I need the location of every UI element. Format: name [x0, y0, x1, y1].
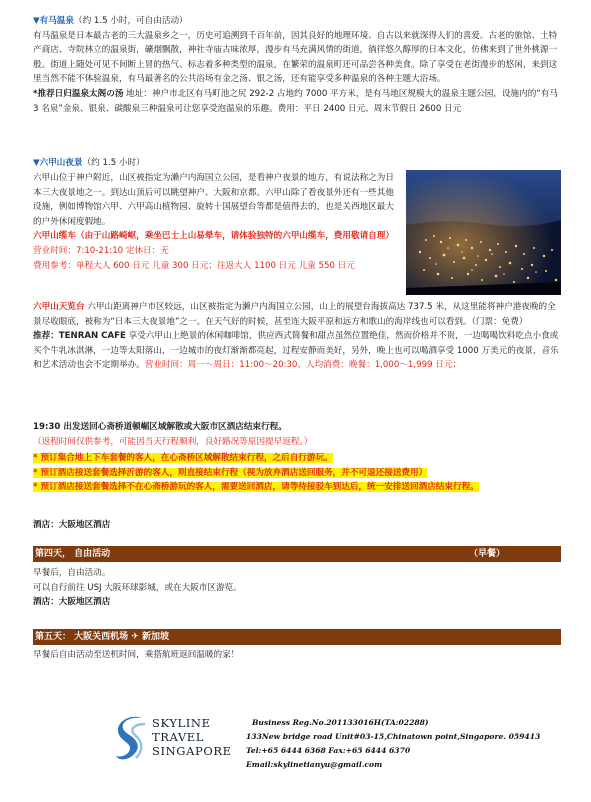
notice-item: * 预订酒店接送套餐选择不在心斋桥游玩的客人，需要送回酒店，请等待接驳车到达后，统一安排送回酒店结束行程。 — [33, 482, 479, 493]
company-email[interactable]: Email:skylinetianyu@gmail.com — [246, 760, 383, 769]
rokko-intro — [33, 171, 399, 273]
day4-header-bar — [33, 546, 561, 562]
rokko-observatory — [33, 300, 561, 373]
notice-item: * 预订集合地上下车套餐的客人，在心斋桥区域解散结束行程，之后自行游玩。 — [33, 453, 333, 463]
arima-recommendation: *推荐日归温泉太阁の汤 地址：神户市北区有马町池之尻 292-2 占地约 7000 平方米，是有马地区规模大的温泉主题公园，设施内的“有马 3 名泉”金泉、银泉、碳酸泉三种温泉可让您享受泡温泉的乐趣。费用：平日 2400 日元、周末节假日 2600 日元 — [33, 88, 558, 114]
arima-section — [33, 14, 561, 116]
kobe-night-view-photo — [406, 170, 561, 295]
notice-list — [33, 451, 561, 495]
rokko-cable-fees: 费用参考：单程大人 600 日元 儿童 300 日元；往返大人 1100 日元 儿童 550 日元 — [33, 260, 355, 271]
business-reg: Business Reg.No.201133016H(TA:02288) — [252, 718, 429, 727]
day5-title: 第五天： 大阪关西机场 ✈ 新加坡 — [35, 632, 169, 642]
day5-header-bar — [33, 629, 561, 645]
rokko-heading: ▼六甲山夜景（约 1.5 小时） — [33, 158, 145, 168]
arima-description: 有马温泉是日本最古老的三大温泉乡之一，历史可追溯到千百年前，因其良好的地理环境、自古以来就深得人们的喜爱。古老的旅馆、土特产商店、寺院林立的温泉街，礦烟飘散，神社寺庙古味浓厚，漫步有马充满风情的街道，徜徉悠久醇厚的日本文化，仿佛来到了世外桃源一般。街道上随处可见不间断上冒的热气、标志着多种类型的温泉，在繁荣的温泉町还可品尝各种美食。除了享受在老街漫步的悠闲，来到这里当然不能不体验温泉，有马最著名的公共浴场有金之汤、银之汤，还有能享受多种温泉的各种主题大浴场。 — [33, 30, 558, 85]
company-address: 133New bridge road Unit#03-15,Chinatown point,Singapore. 059413 — [246, 732, 541, 741]
observatory-info: 六甲山天览台 六甲山距离神户市区较远，山区被指定为濑户内海国立公园，山上的展望台海拔高达 737.5 米，从这里能将神户港夜晚的全景尽收眼底，被称为“日本三大夜景地”之一。在天气好的时候，甚至连大阪平原和远方和歌山的海岸线也可以看到。（门票：免费） — [33, 302, 556, 327]
rokko-cable-hours: 营业时间：7:10-21:10 定休日：无 — [33, 245, 169, 256]
day4-title: 第四天， 自由活动 — [35, 549, 111, 559]
notice-item: * 预订酒店接送套餐选择沂游的客人，则直接结束行程（视为放弃酒店送回服务，并不可退还接送费用） — [33, 467, 428, 478]
cafe-info: 推荐：TENRAN CAFE 享受六甲山上绝景的休闲咖啡馆，供应西式简餐和甜点虽然位置绝佳，然而价格并不贵，一边喝喝饮料吃点小食或买个牛乳冰淇淋，一边等太阳落山，一边城市的夜灯渐渐都亮起，过程安静而美好，另外，晚上也可以喝酒享受 1000 万美元的夜景，音乐和艺术活动也会不定期举办。营业时间：周一～周日：11:00～20:30、人均消费：晚餐：1,000～1,999 日元； — [33, 331, 559, 371]
company-phone: Tel:+65 6444 6368 Fax:+65 6444 6370 — [246, 746, 411, 755]
day4-line2: 可以自行前往 USJ 大阪环球影城，或在大阪市区游览。 — [33, 582, 242, 593]
rokko-description: 六甲山位于神户附近，山区被指定为濑户内海国立公园，是看神户夜景的地方，有说法称之为日本三大夜景地之一。到达山顶后可以眺望神户、大阪和京都。六甲山除了看夜景外还有一些其他设施，例如博物馆六甲、六甲高山植物园、旋转十国展望台等都是值得去的，也是关西地区最大的户外休闲度假地。 — [33, 173, 394, 227]
rokko-cable-label: 六甲山缆车（由于山路崎岖，乘坐巴士上山易晕车，请体验独特的六甲山缆车，费用敬请自理） — [33, 231, 394, 242]
night-city-image — [406, 170, 561, 295]
arima-heading: ▼有马温泉（约 1.5 小时，可自由活动） — [33, 16, 188, 26]
skyline-logo-icon — [112, 712, 148, 764]
hotel-label: 酒店：大阪地区酒店 — [33, 520, 111, 530]
day4-details — [33, 566, 561, 610]
day4-meal: （早餐） — [469, 549, 506, 559]
company-logo-text: SKYLINE TRAVEL SINGAPORE — [152, 716, 232, 758]
day4-hotel: 酒店：大阪地区酒店 — [33, 597, 111, 608]
day5-line1: 早餐后自由活动至送机时间，乘搭航班返回温暖的家！ — [33, 650, 240, 660]
return-info: 19:30 出发送回心斋桥道顿崛区域解散或大阪市区酒店结束行程。（返程时间仅供参考，可能因当天行程顺利，良好路况等原因提早返程。） — [33, 422, 313, 447]
day5-details — [33, 648, 561, 663]
day4-line1: 早餐后，自由活动。 — [33, 568, 111, 578]
